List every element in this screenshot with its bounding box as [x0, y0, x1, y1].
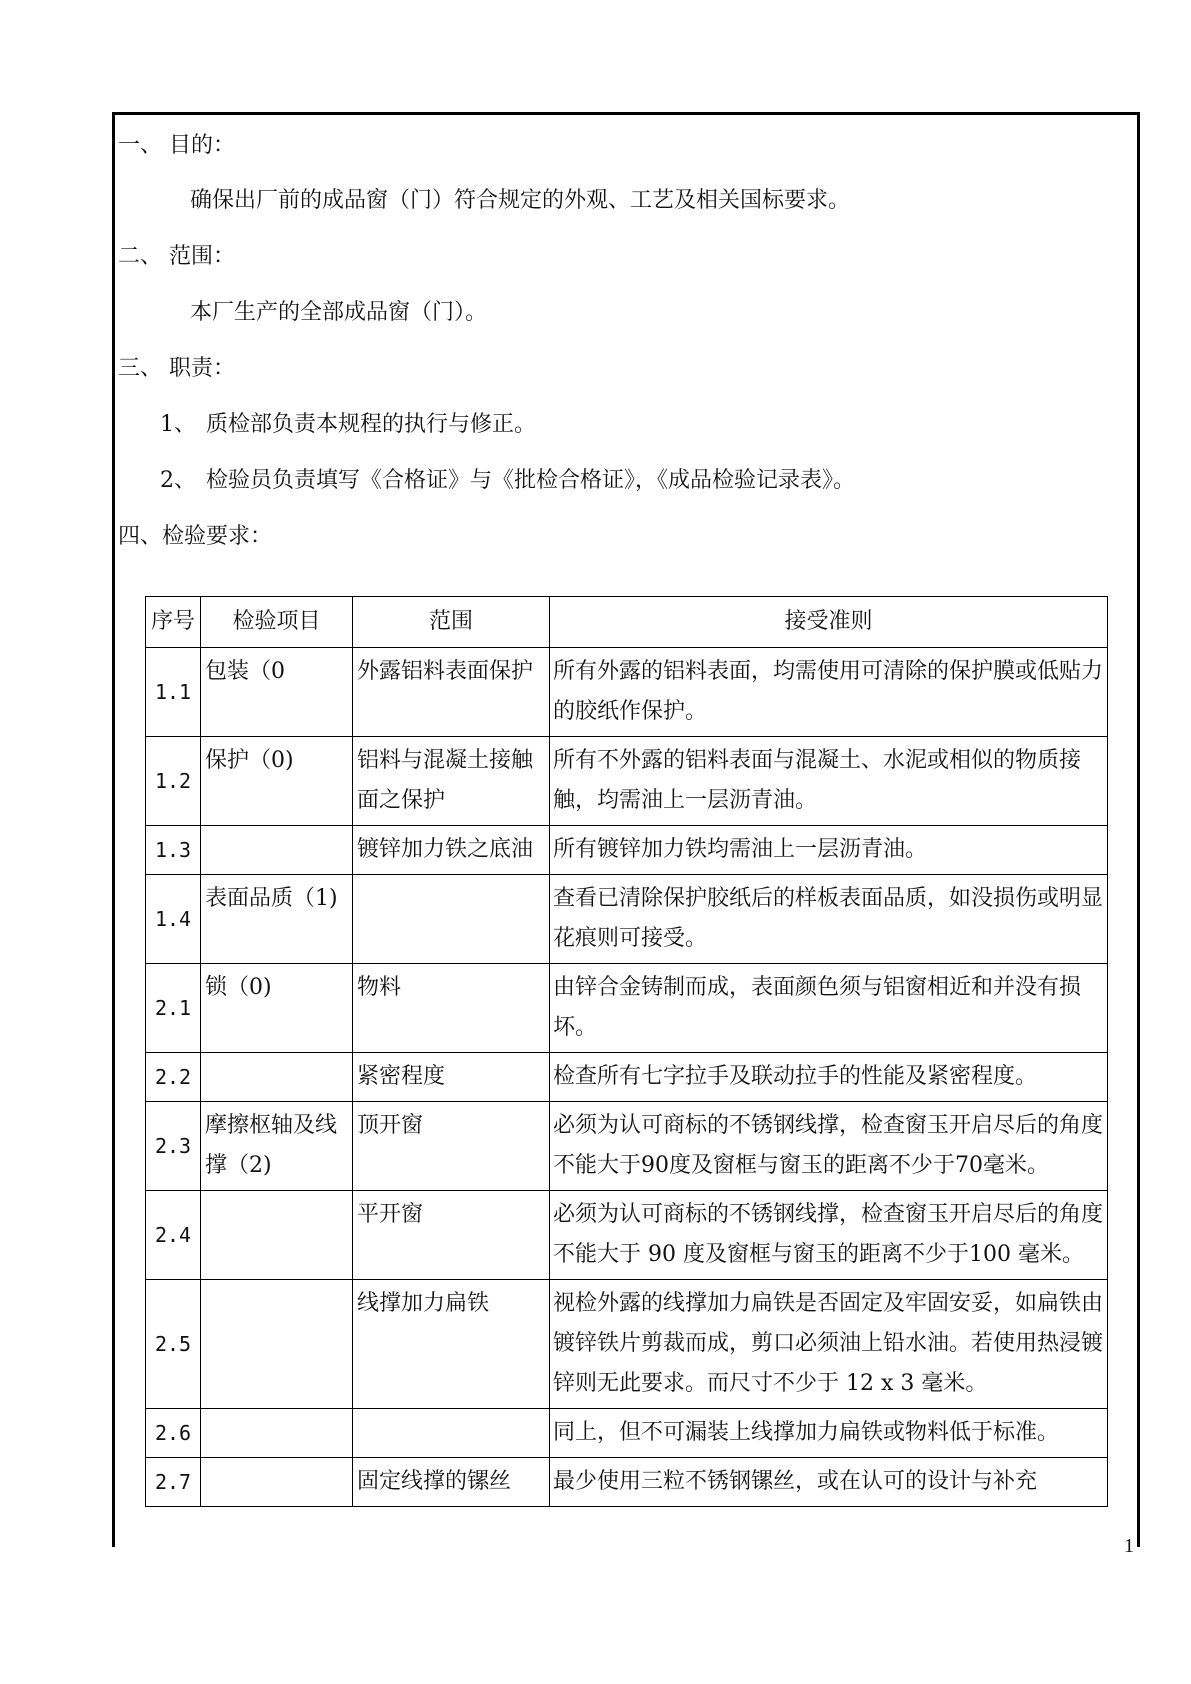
- row-seq: 1.4: [146, 875, 201, 964]
- header-scope: 范围: [353, 597, 550, 648]
- row-criteria: 检查所有七字拉手及联动拉手的性能及紧密程度。: [550, 1053, 1108, 1102]
- row-criteria: 同上，但不可漏装上线撑加力扁铁或物料低于标准。: [550, 1409, 1108, 1458]
- row-seq: 2.5: [146, 1280, 201, 1409]
- row-seq: 2.6: [146, 1409, 201, 1458]
- header-item: 检验项目: [201, 597, 353, 648]
- table-row: [146, 1191, 1108, 1280]
- table-row: [146, 1102, 1108, 1191]
- table-row: [146, 1053, 1108, 1102]
- row-scope: 紧密程度: [353, 1053, 550, 1102]
- row-item: [201, 1280, 353, 1409]
- row-criteria: 必须为认可商标的不锈钢线撑，检查窗玉开启尽后的角度不能大于 90 度及窗框与窗玉的距离不少于100 毫米。: [550, 1191, 1108, 1280]
- row-item: 表面品质（1): [201, 875, 353, 964]
- section-scope-heading: 二、 范围：: [118, 244, 235, 269]
- row-item: 锁（0): [201, 964, 353, 1053]
- row-scope: 线撑加力扁铁: [353, 1280, 550, 1409]
- row-seq: 2.1: [146, 964, 201, 1053]
- row-scope: 顶开窗: [353, 1102, 550, 1191]
- row-criteria: 视检外露的线撑加力扁铁是否固定及牢固安妥，如扁铁由镀锌铁片剪裁而成，剪口必须油上铅水油。若使用热浸镀锌则无此要求。而尺寸不少于 12 x 3 毫米。: [550, 1280, 1108, 1409]
- table-row: [146, 1409, 1108, 1458]
- row-item: 保护（0): [201, 737, 353, 826]
- row-criteria: 所有外露的铝料表面，均需使用可清除的保护膜或低贴力的胶纸作保护。: [550, 648, 1108, 737]
- row-criteria: 必须为认可商标的不锈钢线撑，检查窗玉开启尽后的角度不能大于90度及窗框与窗玉的距离不少于70毫米。: [550, 1102, 1108, 1191]
- row-item: [201, 826, 353, 875]
- row-seq: 1.3: [146, 826, 201, 875]
- row-criteria: 由锌合金铸制而成，表面颜色须与铝窗相近和并没有损坏。: [550, 964, 1108, 1053]
- table-header-row: [146, 597, 1108, 648]
- row-criteria: 最少使用三粒不锈钢镙丝，或在认可的设计与补充: [550, 1458, 1108, 1507]
- row-item: [201, 1458, 353, 1507]
- duty-item: [160, 410, 536, 440]
- row-scope: 镀锌加力铁之底油: [353, 826, 550, 875]
- row-item: [201, 1409, 353, 1458]
- header-criteria: 接受准则: [550, 597, 1108, 648]
- row-criteria: 所有镀锌加力铁均需油上一层沥青油。: [550, 826, 1108, 875]
- row-item: [201, 1053, 353, 1102]
- duty-item: [160, 466, 855, 496]
- row-scope: [353, 1409, 550, 1458]
- row-criteria: 所有不外露的铝料表面与混凝土、水泥或相似的物质接触，均需油上一层沥青油。: [550, 737, 1108, 826]
- section-requirements-heading: 四、检验要求：: [118, 524, 273, 549]
- table-row: [146, 648, 1108, 737]
- row-seq: 2.4: [146, 1191, 201, 1280]
- table-row: [146, 737, 1108, 826]
- page-number: 1: [1124, 1535, 1134, 1557]
- row-item: 摩擦枢轴及线撑（2): [201, 1102, 353, 1191]
- inspection-table: [145, 596, 1108, 1507]
- section-purpose-text: 确保出厂前的成品窗（门）符合规定的外观、工艺及相关国标要求。: [190, 188, 851, 213]
- row-seq: 2.7: [146, 1458, 201, 1507]
- table-row: [146, 826, 1108, 875]
- duty-item-text: 检验员负责填写《合格证》与《批检合格证》，《成品检验记录表》。: [206, 468, 856, 493]
- section-scope-text: 本厂生产的全部成品窗（门）。: [190, 300, 488, 325]
- row-item: 包装（0: [201, 648, 353, 737]
- row-scope: 铝料与混凝土接触面之保护: [353, 737, 550, 826]
- table-row: [146, 964, 1108, 1053]
- row-item: [201, 1191, 353, 1280]
- row-seq: 2.3: [146, 1102, 201, 1191]
- section-duties-heading: 三、 职责：: [118, 356, 235, 381]
- row-scope: [353, 875, 550, 964]
- row-scope: 物料: [353, 964, 550, 1053]
- table-row: [146, 1458, 1108, 1507]
- duty-item-text: 质检部负责本规程的执行与修正。: [206, 412, 537, 437]
- duty-item-number: 2、: [160, 468, 196, 493]
- section-purpose-heading: 一、 目的：: [118, 133, 235, 158]
- duty-item-number: 1、: [160, 412, 196, 437]
- row-scope: 外露铝料表面保护: [353, 648, 550, 737]
- table-row: [146, 1280, 1108, 1409]
- row-scope: 固定线撑的镙丝: [353, 1458, 550, 1507]
- table-row: [146, 875, 1108, 964]
- row-scope: 平开窗: [353, 1191, 550, 1280]
- row-seq: 1.1: [146, 648, 201, 737]
- row-seq: 2.2: [146, 1053, 201, 1102]
- row-criteria: 查看已清除保护胶纸后的样板表面品质，如没损伤或明显花痕则可接受。: [550, 875, 1108, 964]
- header-seq: 序号: [146, 597, 201, 648]
- row-seq: 1.2: [146, 737, 201, 826]
